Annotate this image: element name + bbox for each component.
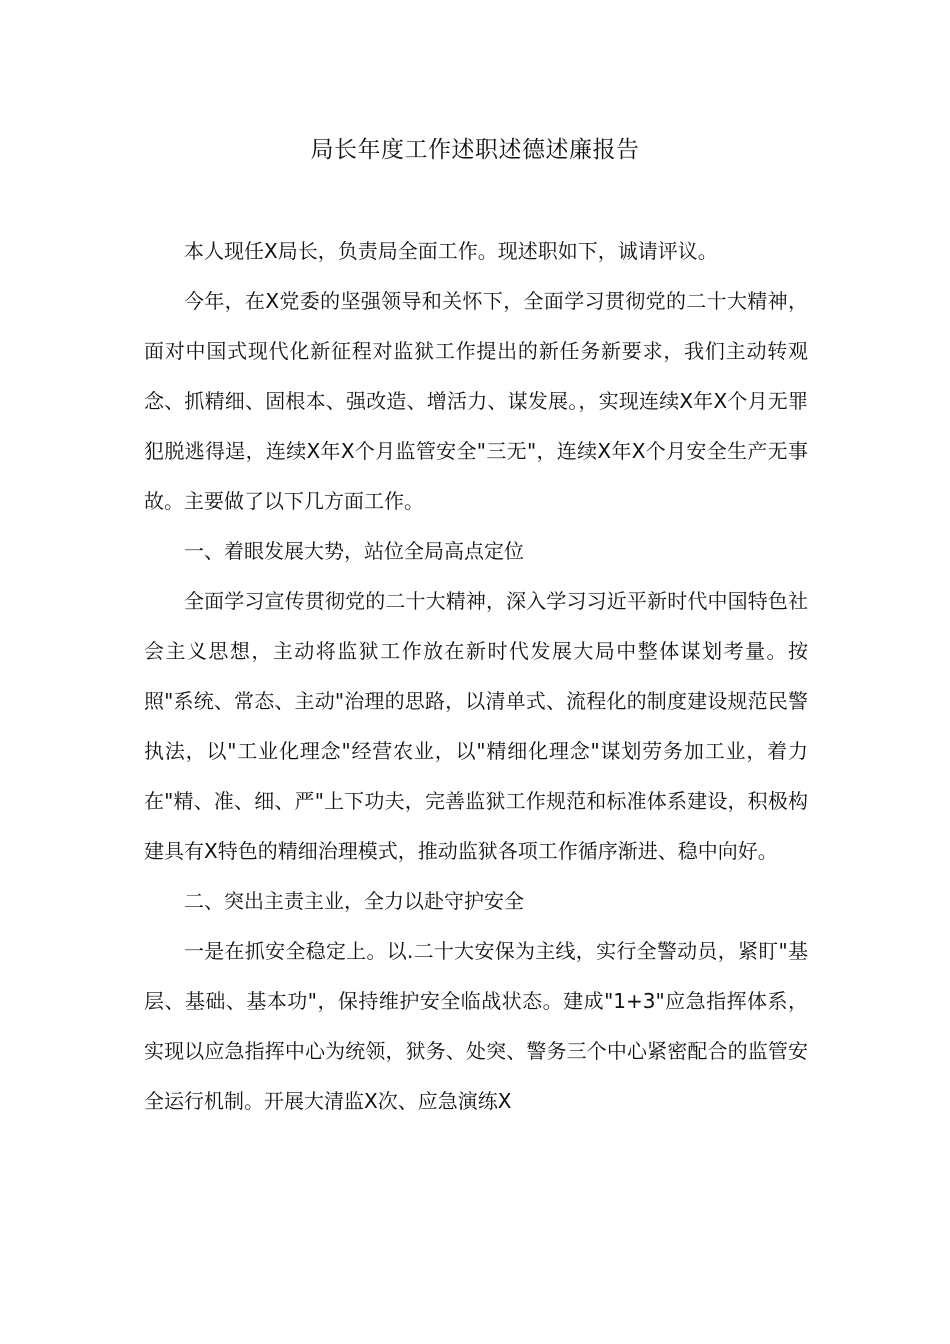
section-heading-1: 一、着眼发展大势，站位全局高点定位 (184, 539, 524, 563)
paragraph-overview: 今年，在X党委的坚强领导和关怀下，全面学习贯彻党的二十大精神，面对中国式现代化新征程对监狱工作提出的新任务新要求，我们主动转观念、抓精细、固根本、强改造、增活力、谋发展。，实现连续X年X个月无罪犯脱逃得逞，连续X年X个月监管安全"三无"，连续X年X个月安全生产无事故。主要做了以下几方面工作。 (144, 289, 808, 513)
section-heading-2: 二、突出主责主业，全力以赴守护安全 (184, 889, 524, 913)
document-title: 局长年度工作述职述德述廉报告 (310, 137, 640, 163)
paragraph-section-1: 全面学习宣传贯彻党的二十大精神，深入学习习近平新时代中国特色社会主义思想，主动将监狱工作放在新时代发展大局中整体谋划考量。按照"系统、常态、主动"治理的思路，以清单式、流程化的制度建设规范民警执法，以"工业化理念"经营农业，以"精细化理念"谋划劳务加工业，着力在"精、准、细、严"上下功夫，完善监狱工作规范和标准体系建设，积极构建具有X特色的精细治理模式，推动监狱各项工作循序渐进、稳中向好。 (144, 589, 808, 863)
paragraph-intro: 本人现任X局长，负责局全面工作。现述职如下，诚请评议。 (184, 239, 718, 263)
paragraph-section-2: 一是在抓安全稳定上。以.二十大安保为主线，实行全警动员，紧盯"基层、基础、基本功"，保持维护安全临战状态。建成"1+3"应急指挥体系，实现以应急指挥中心为统领，狱务、处突、警务三个中心紧密配合的监管安全运行机制。开展大清监X次、应急演练X (144, 939, 808, 1113)
document-body (144, 226, 808, 1126)
